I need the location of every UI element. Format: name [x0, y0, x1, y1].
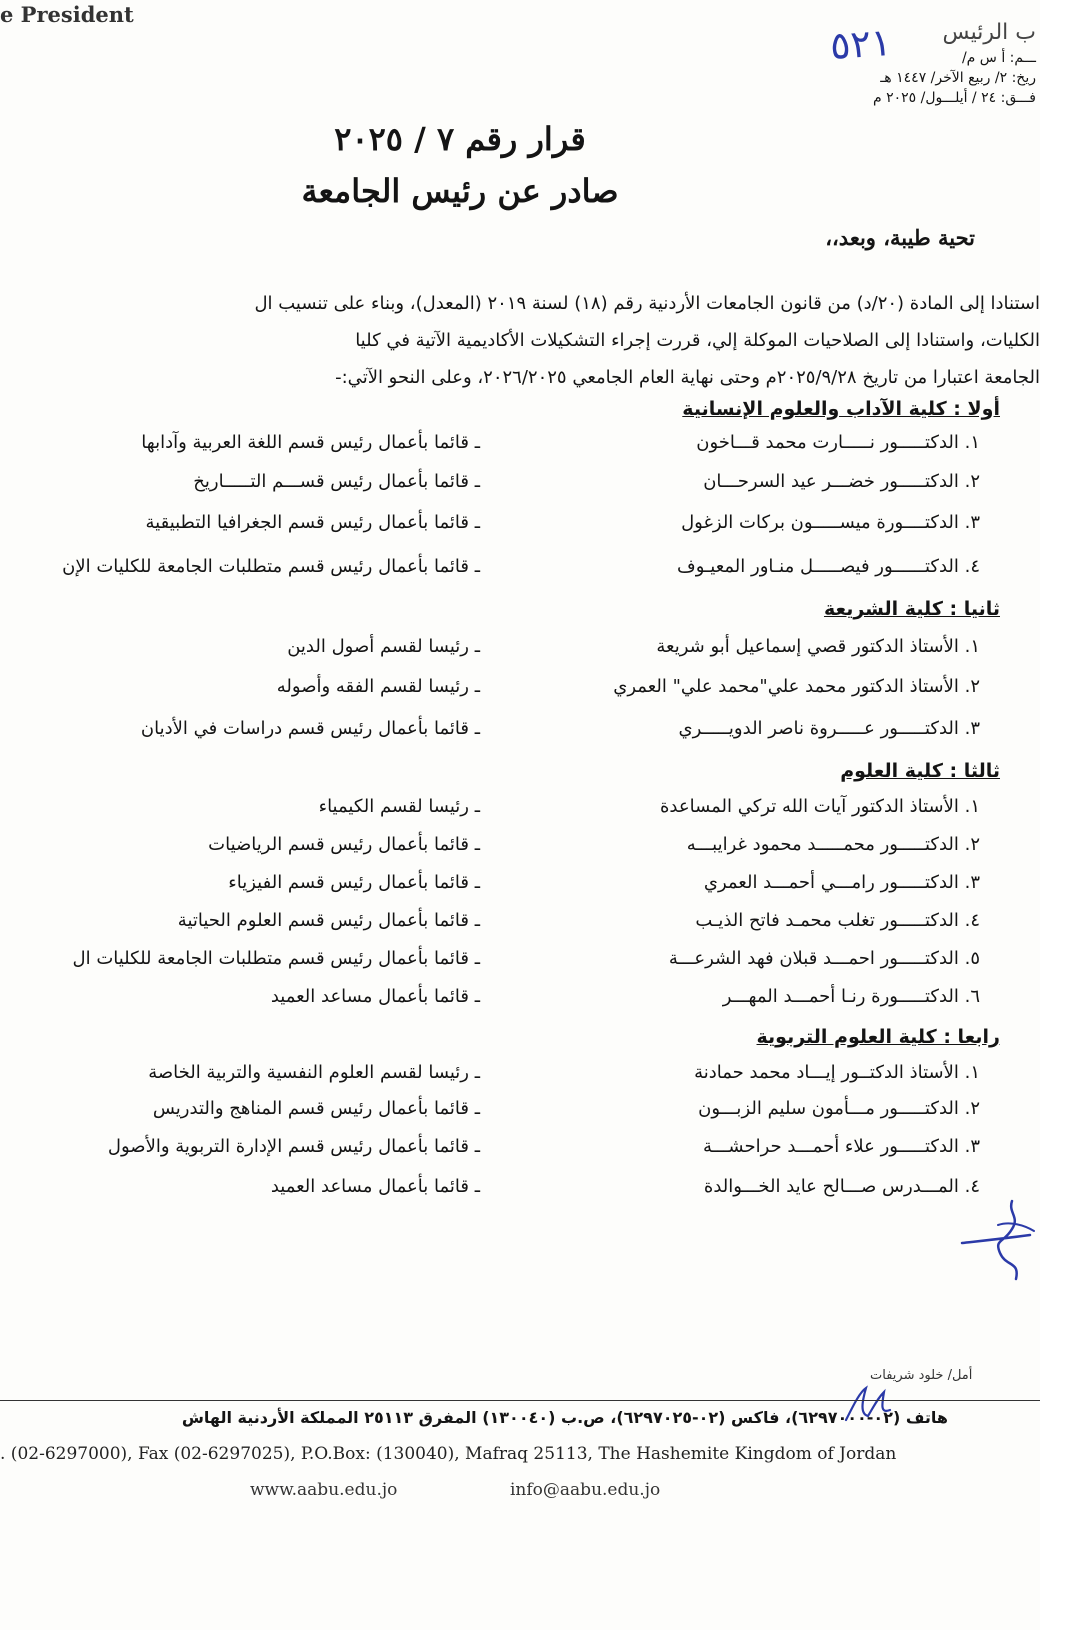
- footer-email: info@aabu.edu.jo: [510, 1480, 661, 1500]
- list-item: [0, 834, 1040, 870]
- handwritten-reference-number: ٥٢١: [828, 19, 893, 69]
- decision-issuer: صادر عن رئيس الجامعة: [301, 172, 619, 210]
- list-item: [0, 1098, 1040, 1134]
- intro-line: استنادا إلى المادة (٢٠/د) من قانون الجامعات الأردنية رقم (١٨) لسنة ٢٠١٩ (المعدل)، وبناء على تنسيب ال: [254, 293, 1040, 314]
- gregorian-date: فـــق: ٢٤ / أيلـــول/ ٢٠٢٥ م: [872, 90, 1036, 106]
- member-position: ـ قائما بأعمال رئيس قسم المناهج والتدريس: [152, 1098, 480, 1119]
- member-name: ٣. الدكتـــــور رامـــي أحمـــد العمري: [703, 872, 980, 893]
- member-name: ٤. الدكتـــــور تغلب محمـد فاتح الذيـب: [695, 910, 980, 931]
- hijri-date: ريخ: ٢/ ربيع الآخر/ ١٤٤٧ هـ: [880, 70, 1036, 86]
- president-signature: [950, 1195, 1040, 1285]
- footer-contact-arabic: هاتف (٠٢-٦٢٩٧٠٠٠)، فاكس (٠٢-٦٢٩٧٠٢٥)، ص.ب (١٣٠٠٤٠) المفرق ٢٥١١٣ المملكة الأردنية الهاش: [181, 1408, 948, 1427]
- list-item: [0, 718, 1040, 754]
- member-name: ١. الأستاذ الدكتــور إيـــاد محمد حمادنة: [694, 1062, 980, 1083]
- member-name: ٣. الدكتـــــور عـــــروة ناصر الدويـــــري: [678, 718, 980, 739]
- member-name: ٤. الدكتــــــور فيصـــــل منـاور المعيـوف: [677, 556, 980, 577]
- list-item: [0, 432, 1040, 468]
- list-item: [0, 796, 1040, 832]
- member-position: ـ رئيسا لقسم العلوم النفسية والتربية الخاصة: [148, 1062, 480, 1083]
- member-name: ٤. المـــدرس صـــالح عايد الخـــوالدة: [703, 1176, 980, 1197]
- member-position: ـ قائما بأعمال رئيس قســـم التـــــاريخ: [193, 471, 480, 492]
- member-name: ٣. الدكتـــــور علاء أحمـــد حراحشـــة: [702, 1136, 980, 1157]
- member-position: ـ قائما بأعمال رئيس قسم متطلبات الجامعة للكليات ال: [72, 948, 480, 969]
- section-title-science: ثالثا : كلية العلوم: [840, 760, 1000, 782]
- reference-block: [873, 18, 1036, 108]
- member-position: ـ قائما بأعمال رئيس قسم متطلبات الجامعة للكليات الإن: [62, 556, 480, 577]
- footer-website: www.aabu.edu.jo: [250, 1480, 398, 1500]
- member-name: ٣. الدكتــــورة ميســـــون بركات الزغول: [681, 512, 980, 533]
- member-name: ٢. الدكتـــــور خضـــر عيد السرحـــان: [703, 471, 980, 492]
- member-name: ٢. الدكتـــــور مـــأمون سليم الزبـــون: [698, 1098, 980, 1119]
- intro-line: الكليات، واستنادا إلى الصلاحيات الموكلة إلي، قررت إجراء التشكيلات الأكاديمية الآتية في كليا: [355, 330, 1040, 351]
- member-position: ـ قائما بأعمال مساعد العميد: [270, 1176, 480, 1197]
- member-position: ـ رئيسا لقسم الفقه وأصوله: [276, 676, 480, 697]
- footer-contact-english: . (02-6297000), Fax (02-6297025), P.O.Box: (130040), Mafraq 25113, The Hashemite Kingdom of Jordan: [0, 1444, 897, 1464]
- footer-divider: [0, 1400, 1040, 1401]
- decision-number: قرار رقم ٧ / ٢٠٢٥: [334, 120, 586, 158]
- member-position: ـ قائما بأعمال رئيس قسم الإدارة التربوية والأصول: [107, 1136, 480, 1157]
- member-name: ١. الأستاذ الدكتور قصي إسماعيل أبو شريعة: [656, 636, 980, 657]
- english-header: e President: [0, 2, 134, 27]
- member-position: ـ قائما بأعمال رئيس قسم الجغرافيا التطبيقية: [145, 512, 480, 533]
- member-position: ـ قائما بأعمال رئيس قسم دراسات في الأديان: [140, 718, 480, 739]
- list-item: [0, 471, 1040, 507]
- list-item: [0, 948, 1040, 984]
- member-position: ـ قائما بأعمال رئيس قسم العلوم الحياتية: [177, 910, 480, 931]
- intro-paragraph: [20, 285, 1040, 396]
- list-item: [0, 910, 1040, 946]
- member-position: ـ رئيسا لقسم أصول الدين: [287, 636, 480, 657]
- list-item: [0, 1062, 1040, 1098]
- scan-margin: [1040, 0, 1080, 1630]
- member-position: ـ قائما بأعمال رئيس قسم اللغة العربية وآدابها: [141, 432, 480, 453]
- office-name: ب الرئيس: [942, 20, 1036, 45]
- section-title-education: رابعا : كلية العلوم التربوية: [756, 1026, 1000, 1048]
- member-name: ٢. الأستاذ الدكتور محمد علي"محمد علي" العمري: [613, 676, 980, 697]
- member-position: ـ قائما بأعمال رئيس قسم الفيزياء: [228, 872, 480, 893]
- section-title-arts: أولا : كلية الآداب والعلوم الإنسانية: [682, 398, 1000, 420]
- member-position: ـ قائما بأعمال رئيس قسم الرياضيات: [208, 834, 480, 855]
- list-item: [0, 1136, 1040, 1172]
- list-item: [0, 986, 1040, 1022]
- list-item: [0, 1176, 1040, 1212]
- member-name: ١. الدكتـــــور نـــــارت محمد قـــاخون: [696, 432, 980, 453]
- member-position: ـ رئيسا لقسم الكيمياء: [318, 796, 480, 817]
- list-item: [0, 872, 1040, 908]
- member-name: ١. الأستاذ الدكتور آيات الله تركي المساعدة: [659, 796, 980, 817]
- handwritten-typist-note: أمل/ خلود شريفات: [870, 1368, 973, 1383]
- list-item: [0, 636, 1040, 672]
- list-item: [0, 556, 1040, 592]
- member-name: ٢. الدكتـــــور محمـــــد محمود غرايبـــه: [686, 834, 980, 855]
- list-item: [0, 512, 1040, 548]
- member-name: ٦. الدكتـــــورة رنـا أحمـــد المهـــر: [722, 986, 980, 1007]
- intro-line: الجامعة اعتبارا من تاريخ ٢٠٢٥/٩/٢٨م وحتى نهاية العام الجامعي ٢٠٢٦/٢٠٢٥، وعلى النحو الآتي:-: [335, 367, 1040, 388]
- greeting: تحية طيبة، وبعد،،: [825, 225, 975, 250]
- section-title-sharia: ثانيا : كلية الشريعة: [823, 598, 1000, 620]
- list-item: [0, 676, 1040, 712]
- member-name: ٥. الدكتـــــور احمـــد قبلان فهد الشرعـــة: [668, 948, 980, 969]
- member-position: ـ قائما بأعمال مساعد العميد: [270, 986, 480, 1007]
- reference-number-label: ـــم: أ س م/: [961, 50, 1036, 66]
